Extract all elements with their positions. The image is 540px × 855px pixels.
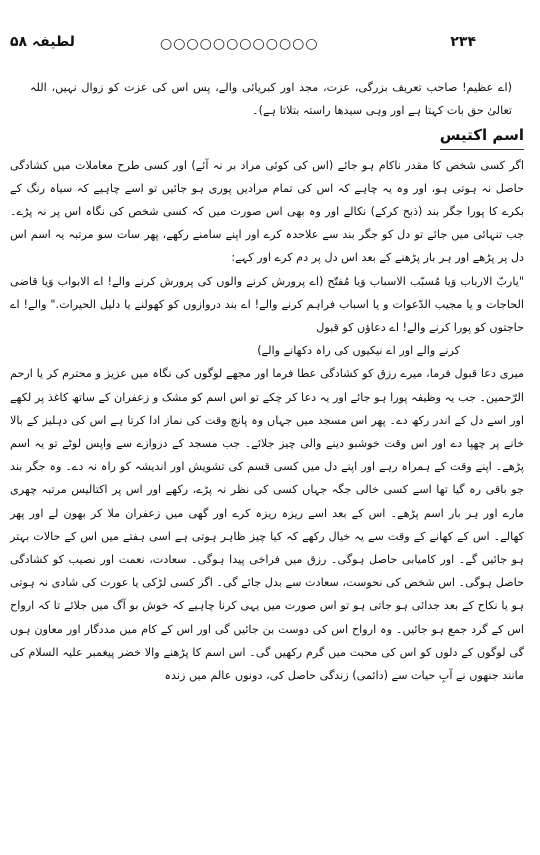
- page-header: [0, 30, 540, 58]
- page-body: [10, 76, 524, 687]
- dua-translation-end: کرنے والے اور اے نیکیوں کی راہ دکھانے والے): [257, 344, 460, 358]
- page-number: ۲۳۴: [450, 34, 476, 50]
- dua-text: "یاربّ الارباب وَیا مُسبّب الاسباب وَیا مُفتّح (اے پرورش کرنے والوں کی پرورش کرنے والے! اے الابواب وَیا قاضی الحاجات و یا مجیب الدّعوات و یا اسباب فراہم کرنے والے! اے بند دروازوں کو کھولنے یا دلیل الحیرات." والے! اے حاجتوں کو پورا کرنے والے! اے دعاؤں کو قبول: [10, 274, 524, 335]
- paragraph-1: اگر کسی شخص کا مقدر ناکام ہو جائے (اس کی کوئی مراد بر نہ آئے) اور کسی طرح معاملات میں کشادگی حاصل نہ ہوتی ہو، اور وہ یہ چاہے کہ اس کی تمام مرادیں پوری ہو جائیں تو اسے چاہیے کہ سیاہ رنگ کے بکرے کا پورا جگر بند (ذبح کرکے) نکالے اور وہ بھی اس صورت میں کہ کسی شخص کی نگاہ اس پر نہ پڑے۔ جب تنہائی میں جائے تو دل کو جگر بند سے علاحدہ کرے اور اپنے سامنے رکھے، پھر سات سو مرتبہ یہ اسم اس دل پر پڑھے اور ہر بار پڑھنے کے بعد اس دل پر دم کرے اور کہے:: [10, 158, 524, 265]
- section-heading: اسم اکتیس: [440, 124, 524, 149]
- header-ornament: ○○○○○○○○○○○○: [160, 36, 319, 52]
- paragraph-2: میری دعا قبول فرما، میرے رزق کو کشادگی عطا فرما اور مجھے لوگوں کی نگاہ میں عزیز و محترم کر یا ارحم الرّحمین۔ جب یہ وظیفہ پورا ہو جائے اور یہ دعا کر چکے تو اس اسم کو مشک و زعفران کے ساتھ کاغذ پر لکھے اور اسے دل کے اندر رکھ دے۔ پھر اس مسجد میں جہاں وہ پانچ وقت کی نماز ادا کرتا ہے اس کی دہلیز کے بالا خانے پر چھپا دے اور اس وقت خوشبو دینے والی چیز جلائے۔ جب مسجد کے دروازے سے واپس لوٹے تو یہ اسم پڑھے۔ اپنے وقت کے ہمراہ رہے اور اپنے دل میں کسی قسم کی تشویش اور اندیشہ کو راہ نہ دے۔ وہ جگر بند جو باقی رہ گیا تھا اسے کسی خالی جگہ جہاں کسی کی نظر نہ پڑے، رکھے اور اس پر اکتالیس مرتبہ چھری مارے اور ہر بار اسم پڑھے۔ اس کے بعد اسے ریزہ ریزہ کرے اور گھی میں زعفران ملا کر بھون لے اور پھر کھالے۔ اس کے کھانے کے وقت سے یہ خیال رکھے کہ کیا چیز ظاہر ہوتی ہے اسی ہفتے میں اس کے حالات بہتر ہو جائیں گے۔ اور کامیابی حاصل ہوگی۔ رزق میں فراخی پیدا ہوگی۔ سعادت، نعمت اور نصیب کو کشادگی حاصل ہوگی۔ اس شخص کی نحوست، سعادت سے بدل جائے گی۔ اگر کسی لڑکی یا عورت کی شادی نہ ہوتی ہو یا نکاح کے بعد جدائی ہو جاتی ہو تو اس صورت میں یہی کرنا چاہیے کہ خوش بو آگ میں جلائے تا کہ ارواح اس کے گرد جمع ہو جائیں۔ وہ ارواح اس کی دوست بن جائیں گی اور اس کے کام میں مددگار اور معاون ہوں گی لوگوں کے دلوں کو اس کی محبت میں گرم رکھیں گی۔ اس اسم کا پڑھنے والا خضر پیغمبر علیہ السلام کی مانند جنھوں نے آبِ حیات سے (دائمی) زندگی حاصل کی، دونوں عالم میں زندہ: [10, 367, 524, 683]
- intro-paragraph: (اے عظیم! صاحب تعریف بزرگی، عزت، مجد اور کبریائی والے، پس اس کی عزت کو زوال نہیں، اللہ تعالیٰ حق بات کہتا ہے اور وہی سیدھا راستہ بتلاتا ہے)۔: [30, 81, 512, 118]
- latifa-number: لطیفہ ۵۸: [10, 34, 75, 50]
